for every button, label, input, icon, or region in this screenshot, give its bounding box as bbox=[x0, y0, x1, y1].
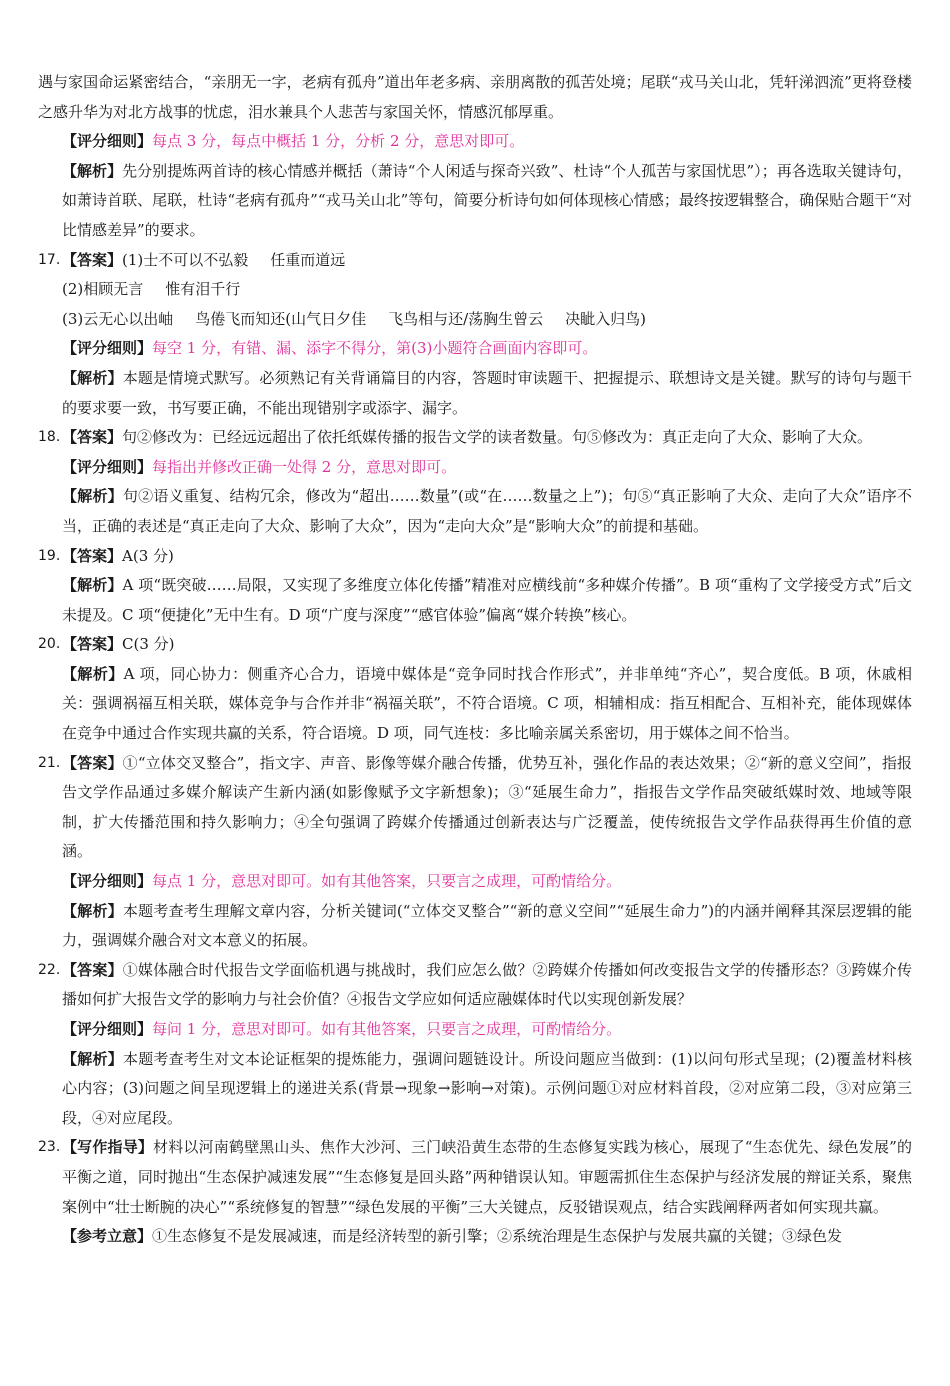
q17-answer-1 bbox=[62, 246, 912, 276]
q17-a3-mid2: 飞鸟相与还/荡胸生曾云 bbox=[388, 309, 544, 328]
analysis-label: 【解析】 bbox=[62, 368, 123, 387]
q22-scoring bbox=[62, 1015, 912, 1045]
q18-answer-text: 句②修改为：已经远远超出了依托纸媒传播的报告文学的读者数量。句⑤修改为：真正走向了大众、影响了大众。 bbox=[122, 428, 873, 447]
q19-analysis bbox=[62, 571, 912, 630]
q21-scoring bbox=[62, 867, 912, 897]
q19-number: 19. bbox=[38, 547, 61, 564]
q18-answer bbox=[62, 423, 912, 453]
q22-analysis bbox=[62, 1045, 912, 1134]
scoring-label: 【评分细则】 bbox=[62, 1020, 153, 1038]
q22-answer-text: ①媒体融合时代报告文学面临机遇与挑战时，我们应怎么做？②跨媒介传播如何改变报告文学的传播形态？③跨媒介传播如何扩大报告文学的影响力与社会价值？④报告文学应如何适应融媒体时代以实现创新发展？ bbox=[62, 960, 912, 1009]
q20-answer bbox=[62, 630, 912, 660]
q23-writing-guide bbox=[62, 1133, 912, 1222]
q20-analysis bbox=[62, 660, 912, 749]
answer-label: 【答案】 bbox=[62, 635, 123, 654]
q23-reference-idea bbox=[62, 1222, 912, 1252]
writing-guide-label: 【写作指导】 bbox=[62, 1138, 154, 1157]
q17-a1-left: (1)士不可以不弘毅 bbox=[122, 250, 249, 269]
q18-number: 18. bbox=[38, 429, 61, 446]
q20-number: 20. bbox=[38, 636, 61, 653]
q17-a3-left: (3)云无心以出岫 bbox=[62, 309, 174, 328]
q17-scoring bbox=[62, 334, 912, 364]
q17-analysis bbox=[62, 364, 912, 423]
q22-analysis-text: 本题考查考生对文本论证框架的提炼能力，强调问题链设计。所设问题应当做到：(1)以问句形式呈现；(2)覆盖材料核心内容；(3)问题之间呈现逻辑上的递进关系(背景→现象→影响→对策)。示例问题①对应材料首段，②对应第二段，③对应第三段，④对应尾段。 bbox=[62, 1049, 912, 1127]
q16-scoring-text: 每点 3 分，每点中概括 1 分，分析 2 分，意思对即可。 bbox=[152, 132, 525, 151]
q17-analysis-text: 本题是情境式默写。必须熟记有关背诵篇目的内容，答题时审读题干、把握提示、联想诗文是关键。默写的诗句与题干的要求要一致，书写要正确，不能出现错别字或添字、漏字。 bbox=[62, 368, 912, 417]
q22-number: 22. bbox=[38, 961, 61, 978]
q21-answer-text: ①“立体交叉整合”，指文字、声音、影像等媒介融合传播，优势互补，强化作品的表达效果；②“新的意义空间”，指报告文学作品通过多媒介解读产生新内涵(如影像赋予文字新想象)；③“延展生命力”，指报告文学作品突破纸媒时效、地域等限制，扩大传播范围和持久影响力；④全句强调了跨媒介传播通过创新表达与广泛覆盖，使传统报告文学作品获得再生价值的意涵。 bbox=[62, 753, 912, 861]
answer-label: 【答案】 bbox=[62, 960, 123, 979]
scoring-label: 【评分细则】 bbox=[62, 457, 153, 476]
question-22 bbox=[38, 956, 912, 1134]
q21-number: 21. bbox=[38, 754, 61, 771]
question-19 bbox=[38, 542, 912, 631]
answer-label: 【答案】 bbox=[62, 428, 123, 447]
q16-analysis bbox=[38, 157, 912, 246]
q22-scoring-text: 每问 1 分，意思对即可。如有其他答案，只要言之成理，可酌情给分。 bbox=[152, 1020, 622, 1038]
answer-label: 【答案】 bbox=[62, 250, 123, 269]
scoring-label: 【评分细则】 bbox=[62, 132, 153, 151]
q18-scoring-text: 每指出并修改正确一处得 2 分，意思对即可。 bbox=[152, 457, 457, 476]
question-18 bbox=[38, 423, 912, 541]
q21-analysis bbox=[62, 897, 912, 956]
q17-a2-left: (2)相顾无言 bbox=[62, 280, 144, 299]
reference-idea-label: 【参考立意】 bbox=[62, 1227, 153, 1246]
question-20 bbox=[38, 630, 912, 748]
analysis-label: 【解析】 bbox=[62, 1049, 123, 1068]
analysis-label: 【解析】 bbox=[62, 576, 123, 595]
q23-guide-text: 材料以河南鹤壁黑山头、焦作大沙河、三门峡沿黄生态带的生态修复实践为核心，展现了“生态优先、绿色发展”的平衡之道，同时抛出“生态保护减速发展”“生态修复是回头路”两种错误认知。审题需抓住生态保护与经济发展的辩证关系，聚焦案例中“壮士断腕的决心”“系统修复的智慧”“绿色发展的平衡”三大关键点，反驳错误观点，结合实践阐释两者如何实现共赢。 bbox=[62, 1138, 912, 1216]
q18-analysis bbox=[62, 482, 912, 541]
question-17 bbox=[38, 246, 912, 424]
q21-scoring-text: 每点 1 分，意思对即可。如有其他答案，只要言之成理，可酌情给分。 bbox=[152, 872, 622, 891]
scoring-label: 【评分细则】 bbox=[62, 872, 153, 891]
q22-answer bbox=[62, 956, 912, 1015]
q16-scoring bbox=[38, 127, 912, 157]
analysis-label: 【解析】 bbox=[62, 901, 123, 920]
question-23 bbox=[38, 1133, 912, 1251]
q17-answer-3 bbox=[62, 305, 912, 335]
q16-answer-continuation: 遇与家国命运紧密结合，“亲朋无一字，老病有孤舟”道出年老多病、亲朋离散的孤苦处境；尾联“戎马关山北，凭轩涕泗流”更将登楼之感升华为对北方战事的忧虑，泪水兼具个人悲苦与家国关怀，情感沉郁厚重。 bbox=[38, 73, 912, 121]
answer-label: 【答案】 bbox=[62, 753, 123, 772]
q18-analysis-text: 句②语义重复、结构冗余，修改为“超出……数量”(或“在……数量之上”)；句⑤“真正影响了大众、走向了大众”语序不当，正确的表述是“真正走向了大众、影响了大众”，因为“走向大众”是“影响大众”的前提和基础。 bbox=[62, 487, 912, 535]
answer-label: 【答案】 bbox=[62, 546, 123, 565]
q21-answer bbox=[62, 749, 912, 867]
q19-answer bbox=[62, 542, 912, 572]
q21-analysis-text: 本题考查考生理解文章内容，分析关键词(“立体交叉整合”“新的意义空间”“延展生命力”)的内涵并阐释其深层逻辑的能力，强调媒介融合对文本意义的拓展。 bbox=[62, 901, 912, 950]
q19-answer-text: A(3 分) bbox=[122, 546, 174, 565]
q23-number: 23. bbox=[38, 1139, 61, 1156]
q17-answer-2 bbox=[62, 275, 912, 305]
analysis-label: 【解析】 bbox=[62, 487, 123, 506]
analysis-label: 【解析】 bbox=[62, 664, 124, 683]
q17-a3-right: 决眦入归鸟) bbox=[565, 309, 647, 328]
q20-analysis-text: A 项，同心协力：侧重齐心合力，语境中媒体是“竞争同时找合作形式”，并非单纯“齐心”，契合度低。B 项，休戚相关：强调祸福互相关联，媒体竞争与合作并非“祸福关联”，不符合语境。C 项，相辅相成：指互相配合、互相补充，能体现媒体在竞争中通过合作实现共赢的关系，符合语境。D 项，同气连枝：多比喻亲属关系密切，用于媒体之间不恰当。 bbox=[62, 664, 912, 743]
q23-idea-text: ①生态修复不是发展减速，而是经济转型的新引擎；②系统治理是生态保护与发展共赢的关键；③绿色发 bbox=[152, 1227, 843, 1246]
q17-a3-mid: 鸟倦飞而知还(山气日夕佳 bbox=[195, 309, 367, 328]
q17-a2-right: 惟有泪千行 bbox=[165, 280, 241, 299]
scoring-label: 【评分细则】 bbox=[62, 339, 153, 358]
q16-analysis-text: 先分别提炼两首诗的核心情感并概括（萧诗“个人闲适与探奇兴致”、杜诗“个人孤苦与家国忧思”）；再各选取关键诗句，如萧诗首联、尾联，杜诗“老病有孤舟”“戎马关山北”等句，简要分析诗句如何体现核心情感；最终按逻辑整合，确保贴合题干“对比情感差异”的要求。 bbox=[62, 161, 912, 239]
q17-a1-right: 任重而道远 bbox=[270, 250, 346, 269]
q18-scoring bbox=[62, 453, 912, 483]
q17-number: 17. bbox=[38, 251, 61, 268]
question-21 bbox=[38, 749, 912, 956]
analysis-label: 【解析】 bbox=[62, 161, 123, 180]
q20-answer-text: C(3 分) bbox=[122, 635, 175, 654]
q19-analysis-text: A 项“既突破……局限，又实现了多维度立体化传播”精准对应横线前“多种媒介传播”。B 项“重构了文学接受方式”后文未提及。C 项“便捷化”无中生有。D 项“广度与深度”“感官体验”偏离“媒介转换”核心。 bbox=[62, 576, 912, 624]
q17-scoring-text: 每空 1 分，有错、漏、添字不得分，第(3)小题符合画面内容即可。 bbox=[152, 339, 598, 358]
